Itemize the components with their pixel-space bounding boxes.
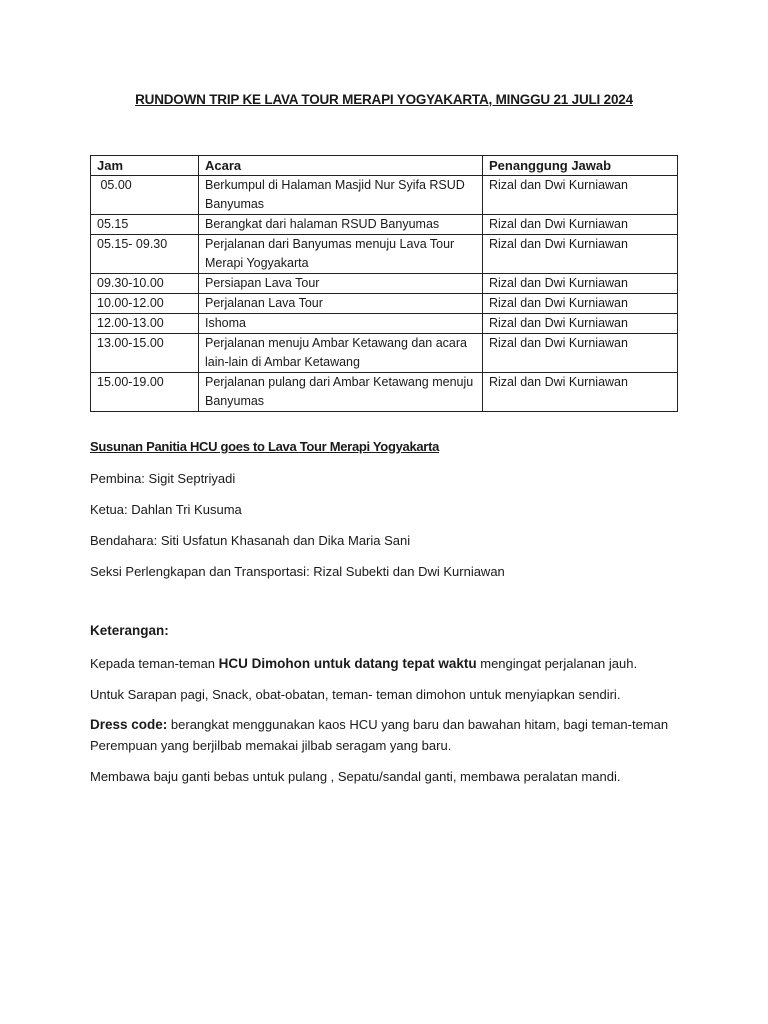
table-row: [91, 235, 678, 274]
cell-acara: Perjalanan menuju Ambar Ketawang dan acara lain-lain di Ambar Ketawang: [199, 334, 483, 373]
cell-pj: Rizal dan Dwi Kurniawan: [483, 334, 678, 373]
keterangan-line-1-pre: Kepada teman-teman: [90, 656, 219, 671]
dress-code-label: Dress code:: [90, 717, 168, 732]
cell-pj: Rizal dan Dwi Kurniawan: [483, 274, 678, 294]
cell-jam: 15.00-19.00: [91, 373, 199, 412]
table-row: [91, 314, 678, 334]
cell-pj: Rizal dan Dwi Kurniawan: [483, 176, 678, 215]
table-header-row: [91, 156, 678, 176]
cell-pj: Rizal dan Dwi Kurniawan: [483, 373, 678, 412]
pembina-line: Pembina: Sigit Septriyadi: [90, 471, 236, 486]
keterangan-title: Keterangan:: [90, 623, 169, 638]
cell-jam: 10.00-12.00: [91, 294, 199, 314]
document-title: RUNDOWN TRIP KE LAVA TOUR MERAPI YOGYAKARTA, MINGGU 21 JULI 2024: [135, 92, 633, 107]
cell-jam: 13.00-15.00: [91, 334, 199, 373]
cell-jam: 05.15: [91, 215, 199, 235]
seksi-line: Seksi Perlengkapan dan Transportasi: Rizal Subekti dan Dwi Kurniawan: [90, 564, 505, 579]
cell-acara: Berkumpul di Halaman Masjid Nur Syifa RSUD Banyumas: [199, 176, 483, 215]
cell-acara: Perjalanan Lava Tour: [199, 294, 483, 314]
cell-acara: Persiapan Lava Tour: [199, 274, 483, 294]
cell-acara: Berangkat dari halaman RSUD Banyumas: [199, 215, 483, 235]
table-row: [91, 334, 678, 373]
dress-code-paragraph: [90, 714, 680, 756]
cell-jam: 09.30-10.00: [91, 274, 199, 294]
panitia-title: Susunan Panitia HCU goes to Lava Tour Merapi Yogyakarta: [90, 439, 440, 454]
table-row: [91, 294, 678, 314]
table-row: [91, 373, 678, 412]
cell-pj: Rizal dan Dwi Kurniawan: [483, 314, 678, 334]
cell-acara: Perjalanan dari Banyumas menuju Lava Tour Merapi Yogyakarta: [199, 235, 483, 274]
cell-jam: 05.00: [91, 176, 199, 215]
keterangan-line-2: Untuk Sarapan pagi, Snack, obat-obatan, teman- teman dimohon untuk menyiapkan sendiri.: [90, 687, 621, 702]
table-row: [91, 215, 678, 235]
ketua-line: Ketua: Dahlan Tri Kusuma: [90, 502, 242, 517]
cell-jam: 05.15- 09.30: [91, 235, 199, 274]
table-row: [91, 176, 678, 215]
cell-pj: Rizal dan Dwi Kurniawan: [483, 235, 678, 274]
keterangan-line-1-bold: HCU Dimohon untuk datang tepat waktu: [218, 656, 477, 671]
table-row: [91, 274, 678, 294]
keterangan-line-1-post: mengingat perjalanan jauh.: [476, 656, 638, 671]
cell-acara: Perjalanan pulang dari Ambar Ketawang menuju Banyumas: [199, 373, 483, 412]
cell-jam: 12.00-13.00: [91, 314, 199, 334]
header-jam: Jam: [91, 156, 199, 176]
cell-pj: Rizal dan Dwi Kurniawan: [483, 215, 678, 235]
bendahara-line: Bendahara: Siti Usfatun Khasanah dan Dika Maria Sani: [90, 533, 411, 548]
cell-acara: Ishoma: [199, 314, 483, 334]
cell-pj: Rizal dan Dwi Kurniawan: [483, 294, 678, 314]
keterangan-line-4: Membawa baju ganti bebas untuk pulang , Sepatu/sandal ganti, membawa peralatan mandi.: [90, 769, 621, 784]
dress-code-text: berangkat menggunakan kaos HCU yang baru dan bawahan hitam, bagi teman-teman Perempuan yang berjilbab memakai jilbab seragam yang baru.: [90, 717, 669, 753]
keterangan-line-1: [90, 653, 680, 674]
rundown-table: [90, 155, 678, 412]
header-acara: Acara: [199, 156, 483, 176]
header-penanggung-jawab: Penanggung Jawab: [483, 156, 678, 176]
